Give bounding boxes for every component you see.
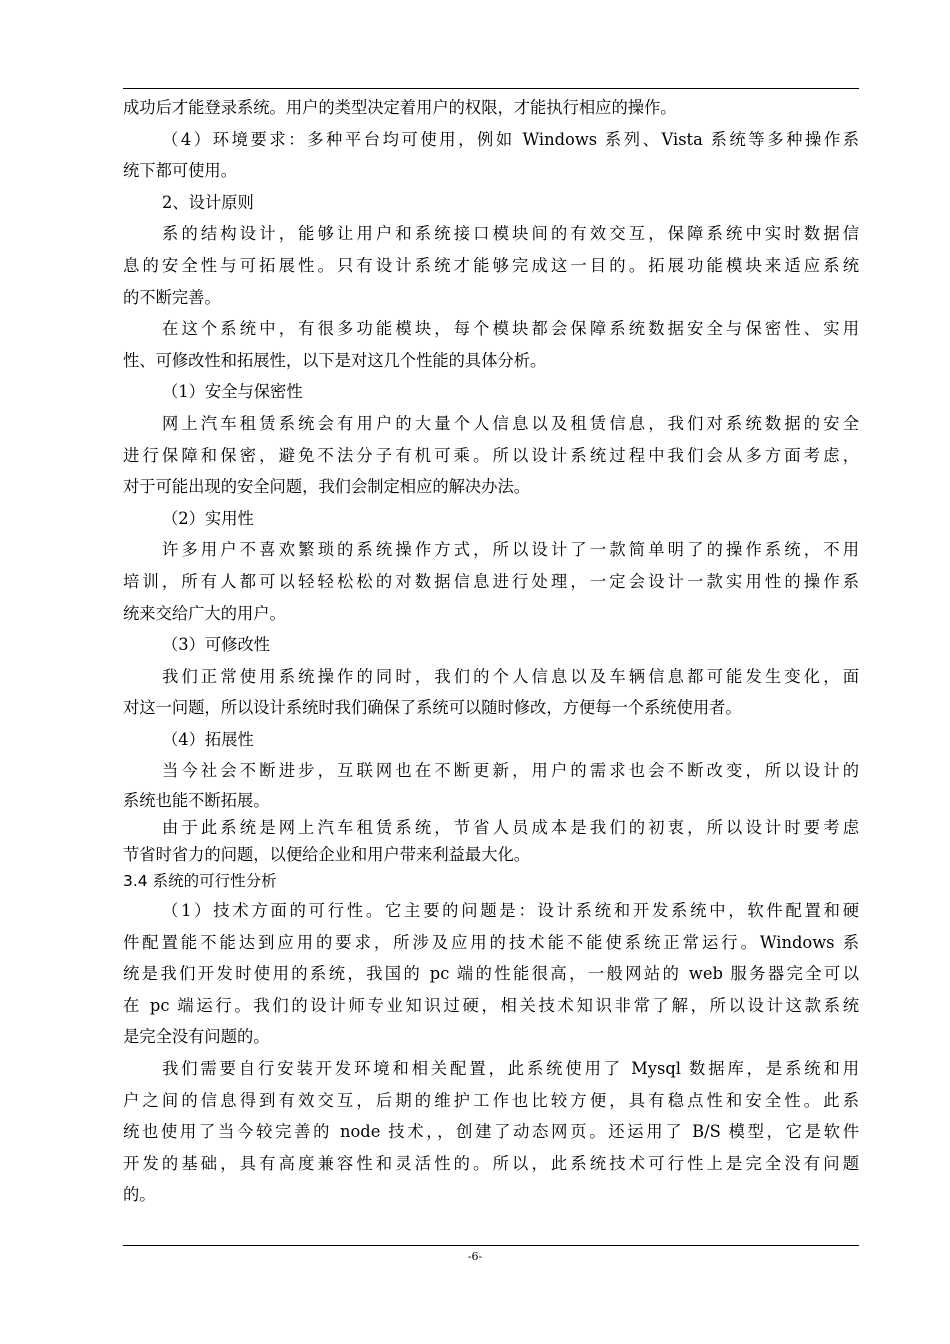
body-line: 系统也能不断拓展。 (123, 791, 270, 811)
body-line: 成功后才能登录系统。用户的类型决定着用户的权限，才能执行相应的操作。 (123, 98, 677, 117)
body-line: 开发的基础，具有高度兼容性和灵活性的。所以，此系统技术可行性上是完全没有问题 (123, 1153, 859, 1173)
section-heading: 3.4 系统的可行性分析 (123, 872, 277, 891)
body-line: 在这个系统中，有很多功能模块，每个模块都会保障系统数据安全与保密性、实用 (162, 319, 859, 339)
body-line: 由于此系统是网上汽车租赁系统，节省人员成本是我们的初衷，所以设计时要考虑 (162, 818, 859, 838)
body-line: 的。 (123, 1185, 156, 1205)
item-heading: （2）实用性 (162, 508, 254, 528)
section-subheading: 2、设计原则 (162, 192, 254, 212)
footer-rule (123, 1245, 859, 1246)
body-line: 我们需要自行安装开发环境和相关配置，此系统使用了 Mysql 数据库，是系统和用 (162, 1059, 859, 1079)
body-line: 进行保障和保密，避免不法分子有机可乘。所以设计系统过程中我们会从多方面考虑， (123, 445, 859, 465)
item-heading: （3）可修改性 (162, 635, 271, 655)
header-rule (123, 88, 859, 89)
body-line: （1）技术方面的可行性。它主要的问题是：设计系统和开发系统中，软件配置和硬 (162, 901, 859, 921)
body-line: 统来交给广大的用户。 (123, 603, 286, 623)
body-line: 网上汽车租赁系统会有用户的大量个人信息以及租赁信息，我们对系统数据的安全 (162, 413, 859, 433)
body-line: 系的结构设计，能够让用户和系统接口模块间的有效交互，保障系统中实时数据信 (162, 224, 859, 244)
item-heading: （1）安全与保密性 (162, 382, 303, 402)
body-line: 许多用户不喜欢繁琐的系统操作方式，所以设计了一款简单明了的操作系统，不用 (162, 540, 859, 560)
page-number: -6- (467, 1250, 483, 1263)
body-line: 培训，所有人都可以轻轻松松的对数据信息进行处理，一定会设计一款实用性的操作系 (123, 571, 859, 591)
body-line: 对这一问题，所以设计系统时我们确保了系统可以随时修改，方便每一个系统使用者。 (123, 698, 742, 718)
body-line: 统是我们开发时使用的系统，我国的 pc 端的性能很高，一般网站的 web 服务器完全可以 (123, 964, 859, 984)
body-line: 是完全没有问题的。 (123, 1027, 270, 1047)
body-line: 统也使用了当今较完善的 node 技术，，创建了动态网页。还运用了 B/S 模型，它是软件 (123, 1122, 859, 1142)
document-body (123, 92, 859, 1211)
body-line: 性、可修改性和拓展性，以下是对这几个性能的具体分析。 (123, 350, 547, 370)
body-line: 户之间的信息得到有效交互，后期的维护工作也比较方便，具有稳点性和安全性。此系 (123, 1090, 859, 1110)
body-line: 我们正常使用系统操作的同时，我们的个人信息以及车辆信息都可能发生变化，面 (162, 666, 859, 686)
body-line: 的不断完善。 (123, 287, 221, 307)
body-line: 在 pc 端运行。我们的设计师专业知识过硬，相关技术知识非常了解，所以设计这款系统 (123, 995, 859, 1015)
body-line: 节省时省力的问题，以便给企业和用户带来利益最大化。 (123, 845, 531, 865)
body-line: 对于可能出现的安全问题，我们会制定相应的解决办法。 (123, 477, 531, 497)
body-line: 息的安全性与可拓展性。只有设计系统才能够完成这一目的。拓展功能模块来适应系统 (123, 255, 859, 275)
body-line: 统下都可使用。 (123, 161, 237, 181)
body-line: （4）环境要求：多种平台均可使用，例如 Windows 系列、Vista 系统等多种操作系 (162, 129, 859, 149)
item-heading: （4）拓展性 (162, 729, 254, 749)
body-line: 当今社会不断进步，互联网也在不断更新，用户的需求也会不断改变，所以设计的 (162, 761, 859, 781)
body-line: 件配置能不能达到应用的要求，所涉及应用的技术能不能使系统正常运行。Windows 系 (123, 932, 859, 952)
